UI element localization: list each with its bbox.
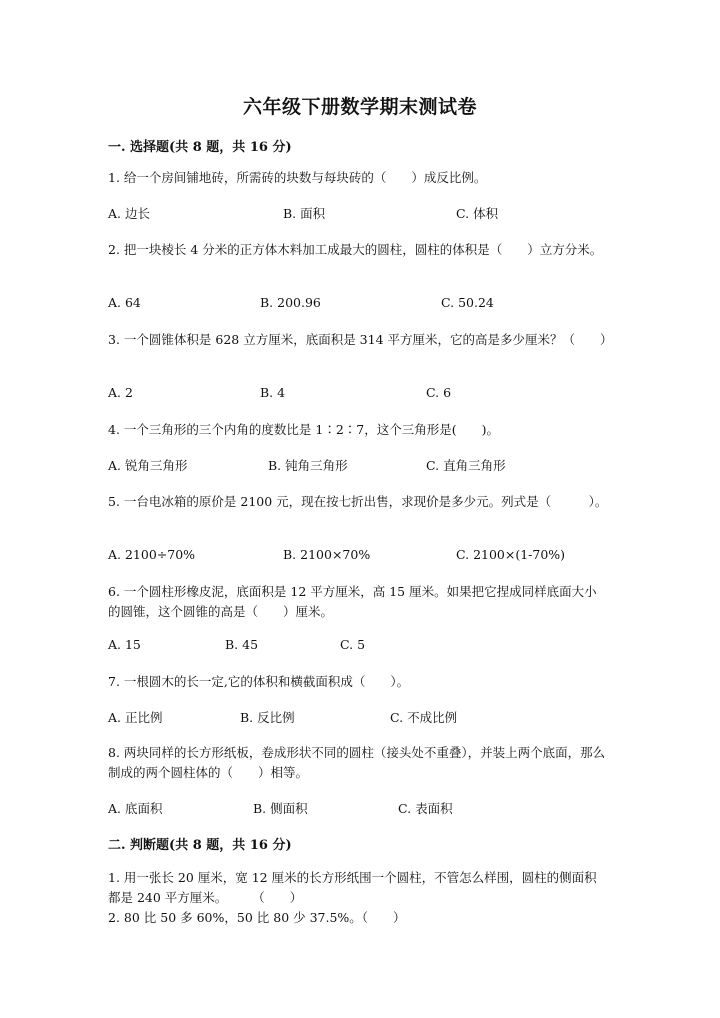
option-c: C. 50.24 xyxy=(441,295,494,310)
options-q4 xyxy=(108,456,628,474)
section-heading-judgement: 二. 判断题(共 8 题，共 16 分) xyxy=(108,838,292,853)
option-a: A. 2100÷70% xyxy=(108,547,196,562)
options-q5 xyxy=(108,547,628,565)
option-b: B. 面积 xyxy=(283,206,326,221)
page-title: 六年级下册数学期末测试卷 xyxy=(242,96,477,118)
question-4: 4. 一个三角形的三个内角的度数比是 1∶2∶7，这个三角形是( )。 xyxy=(108,422,499,437)
option-b: B. 反比例 xyxy=(240,710,295,725)
option-c: C. 不成比例 xyxy=(390,710,458,725)
options-q7 xyxy=(108,708,628,726)
section-heading-choice: 一. 选择题(共 8 题，共 16 分) xyxy=(108,140,292,155)
question-7: 7. 一根圆木的长一定,它的体积和横截面积成（ ）。 xyxy=(108,674,410,689)
option-c: C. 6 xyxy=(426,385,452,400)
options-q3 xyxy=(108,385,628,403)
question-8: 8. 两块同样的长方形纸板，卷成形状不同的圆柱（接头处不重叠），并装上两个底面，那么制成的两个圆柱体的（ ）相等。 xyxy=(108,745,606,780)
options-q2 xyxy=(108,295,628,313)
question-5: 5. 一台电冰箱的原价是 2100 元，现在按七折出售，求现价是多少元。列式是（ ）。 xyxy=(108,494,608,509)
option-b: B. 钝角三角形 xyxy=(268,458,348,473)
option-a: A. 64 xyxy=(108,295,141,310)
options-q6 xyxy=(108,637,628,655)
options-q8 xyxy=(108,799,628,817)
option-b: B. 侧面积 xyxy=(253,801,308,816)
option-b: B. 45 xyxy=(225,637,259,652)
question-1: 1. 给一个房间铺地砖，所需砖的块数与每块砖的（ ）成反比例。 xyxy=(108,170,487,185)
judgement-question-2: 2. 80 比 50 多 60%，50 比 80 少 37.5%。（ ） xyxy=(108,910,406,925)
question-6: 6. 一个圆柱形橡皮泥，底面积是 12 平方厘米，高 15 厘米。如果把它捏成同样底面大小的圆锥，这个圆锥的高是（ ）厘米。 xyxy=(108,584,597,619)
question-2: 2. 把一块棱长 4 分米的正方体木料加工成最大的圆柱，圆柱的体积是（ ）立方分米。 xyxy=(108,242,603,257)
option-c: C. 直角三角形 xyxy=(426,458,506,473)
option-c: C. 5 xyxy=(340,637,366,652)
option-b: B. 2100×70% xyxy=(283,547,371,562)
options-q1 xyxy=(108,204,628,222)
option-a: A. 锐角三角形 xyxy=(108,458,188,473)
option-a: A. 正比例 xyxy=(108,710,163,725)
option-c: C. 表面积 xyxy=(398,801,453,816)
option-b: B. 4 xyxy=(260,385,286,400)
option-b: B. 200.96 xyxy=(260,295,321,310)
option-a: A. 2 xyxy=(108,385,133,400)
judgement-question-1: 1. 用一张长 20 厘米，宽 12 厘米的长方形纸围一个圆柱，不管怎么样围，圆柱的侧面积都是 240 平方厘米。 （ ） xyxy=(108,870,597,905)
option-a: A. 底面积 xyxy=(108,801,163,816)
option-c: C. 体积 xyxy=(456,206,499,221)
option-a: A. 边长 xyxy=(108,206,150,221)
option-c: C. 2100×(1-70%) xyxy=(456,547,566,562)
option-a: A. 15 xyxy=(108,637,141,652)
question-3: 3. 一个圆锥体积是 628 立方厘米，底面积是 314 平方厘米，它的高是多少厘米？（ ） xyxy=(108,332,613,347)
